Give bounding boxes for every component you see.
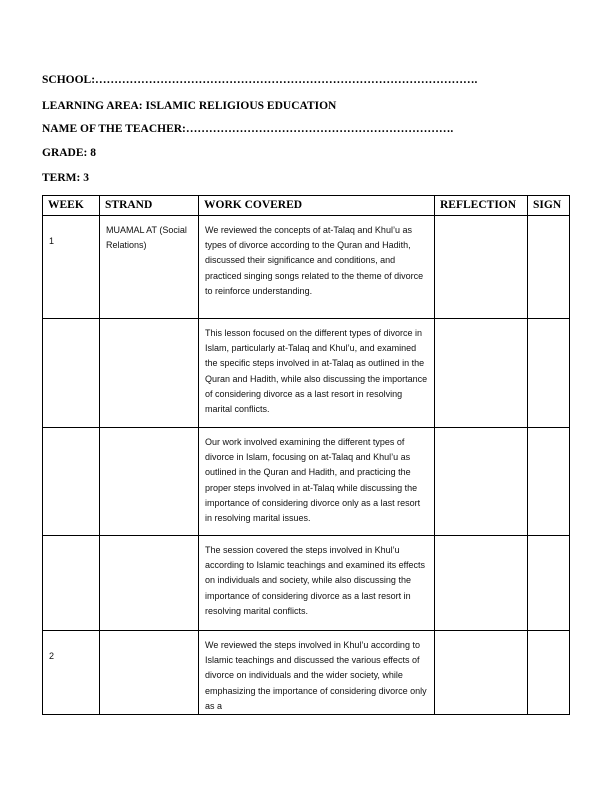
table-header-row	[43, 196, 570, 216]
column-header-reflection: REFLECTION	[435, 196, 528, 216]
week-cell	[43, 428, 100, 536]
term-field: TERM: 3	[42, 172, 89, 184]
scheme-of-work-table	[42, 195, 570, 715]
table-row	[43, 319, 570, 428]
column-header-week: WEEK	[43, 196, 100, 216]
sign-cell	[528, 216, 570, 319]
reflection-cell	[435, 536, 528, 631]
sign-cell	[528, 631, 570, 715]
teacher-name-field: NAME OF THE TEACHER:…………………………………………………………….	[42, 123, 454, 135]
sign-cell	[528, 536, 570, 631]
table-row	[43, 536, 570, 631]
sign-cell	[528, 319, 570, 428]
strand-cell: MUAMAL AT (Social Relations)	[100, 216, 199, 319]
strand-cell	[100, 536, 199, 631]
reflection-cell	[435, 319, 528, 428]
sign-cell	[528, 428, 570, 536]
work-covered-cell: We reviewed the concepts of at-Talaq and Khul’u as types of divorce according to the Quran and Hadith, discussed their significance and conditions, and practiced singing songs related to the theme of divorce to reinforce understanding.	[199, 216, 435, 319]
school-field: SCHOOL:……………………………………………………………………………………….	[42, 74, 478, 86]
reflection-cell	[435, 216, 528, 319]
work-covered-cell: Our work involved examining the different types of divorce in Islam, focusing on at-Talaq and Khul’u as outlined in the Quran and Hadith, and practicing the proper steps involved in at-Talaq while discussing the importance of considering divorce only as a last resort in resolving marital issues.	[199, 428, 435, 536]
reflection-cell	[435, 631, 528, 715]
work-covered-cell: This lesson focused on the different types of divorce in Islam, particularly at-Talaq and Khul’u, and examined the specific steps involved in at-Talaq as outlined in the Quran and Hadith, while also discussing the importance of considering divorce as a last resort in resolving marital conflicts.	[199, 319, 435, 428]
column-header-strand: STRAND	[100, 196, 199, 216]
work-covered-cell: The session covered the steps involved in Khul’u according to Islamic teachings and examined its effects on individuals and society, while also discussing the importance of considering divorce as a last resort in resolving marital conflicts.	[199, 536, 435, 631]
learning-area-field: LEARNING AREA: ISLAMIC RELIGIOUS EDUCATION	[42, 100, 337, 112]
work-covered-cell: We reviewed the steps involved in Khul’u according to Islamic teachings and discussed the various effects of divorce on individuals and the wider society, while emphasizing the importance of considering divorce only as a	[199, 631, 435, 715]
week-cell	[43, 319, 100, 428]
strand-cell	[100, 428, 199, 536]
grade-field: GRADE: 8	[42, 147, 96, 159]
table-row	[43, 631, 570, 715]
reflection-cell	[435, 428, 528, 536]
week-cell: 2	[43, 631, 100, 715]
column-header-work-covered: WORK COVERED	[199, 196, 435, 216]
table-row	[43, 216, 570, 319]
strand-cell	[100, 631, 199, 715]
week-cell: 1	[43, 216, 100, 319]
column-header-sign: SIGN	[528, 196, 570, 216]
table-row	[43, 428, 570, 536]
strand-cell	[100, 319, 199, 428]
week-cell	[43, 536, 100, 631]
